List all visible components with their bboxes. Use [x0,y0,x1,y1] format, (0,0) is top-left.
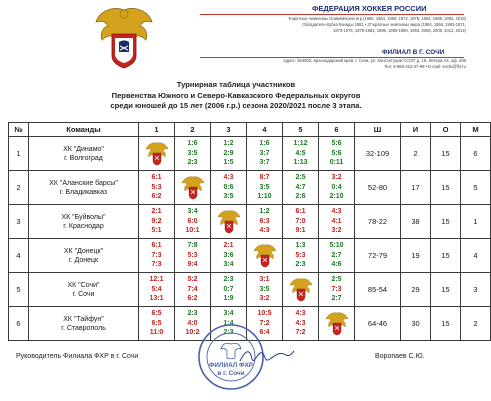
table-body [9,137,491,341]
score-cell [175,137,211,171]
stamp-text-top: ФИЛИАЛ ФХР [208,362,254,369]
header-place: М [461,123,491,137]
game-score: 4:3 [295,319,306,327]
stamp-text-bottom: в г. Сочи [217,370,245,377]
score-cell [283,239,319,273]
team-cell [29,205,139,239]
points-total: 38 [401,205,431,239]
game-score: 5:1 [151,227,162,235]
game-score: 3:6 [223,251,234,259]
team-emblem-icon [324,311,350,337]
game-score: 2:7 [331,295,342,303]
fhr-emblem-icon [92,4,156,70]
header-divider [200,14,464,15]
game-score: 3:4 [187,208,198,216]
game-score: 4:3 [223,174,234,182]
game-score: 2:1 [151,208,162,216]
game-score: 8:7 [259,174,270,182]
games-played: 15 [431,171,461,205]
team-cell [29,171,139,205]
final-place: 4 [461,239,491,273]
team-name: ХК "Буйволы" [61,213,106,221]
goals-ratio: 64-46 [355,307,401,341]
team-city: г. Донецк [68,256,99,264]
header-goals: Ш [355,123,401,137]
game-score: 6:4 [259,329,270,337]
diagonal-emblem-cell [319,307,355,341]
game-score: 2:3 [187,159,198,167]
final-place: 5 [461,171,491,205]
game-score: 1:6 [187,140,198,148]
header-contacts: Тел: 8-985-410-47-99 • E-mail: sochi@fhr.ru [383,64,466,69]
table-row [9,205,491,239]
score-cell [139,239,175,273]
goals-ratio: 85-54 [355,273,401,307]
team-name: ХК "Донецк" [63,247,104,255]
team-cell [29,137,139,171]
game-score: 2:6 [295,193,306,201]
document-title [60,80,412,112]
header-organization: ФЕДЕРАЦИЯ ХОККЕЯ РОССИИ [312,4,427,13]
score-cell [319,171,355,205]
header-col-5: 5 [283,123,319,137]
header-col-1: 1 [139,123,175,137]
game-score: 1:4 [223,319,234,327]
header-games: И [401,123,431,137]
game-score: 2:7 [331,251,342,259]
header-achievement-line: 9-кратные чемпионы Олимпийских игр (1956, 1964, 1968, 1972, 1976, 1984, 1988, 1992, 2018) [288,16,466,21]
game-score: 13:1 [149,295,164,303]
final-place: 2 [461,307,491,341]
game-score: 2:3 [187,310,198,318]
game-score: 5:4 [151,285,162,293]
score-cell [175,273,211,307]
score-cell [139,273,175,307]
score-cell [247,205,283,239]
team-name: ХК "Сочи" [67,281,100,289]
game-score: 10:5 [257,310,272,318]
game-score: 5:3 [295,251,306,259]
team-city: г. Владикавказ [59,188,108,196]
team-emblem-icon [288,277,314,303]
team-emblem-icon [216,209,242,235]
row-number: 3 [9,205,29,239]
game-score: 1:10 [257,193,272,201]
diagonal-emblem-cell [211,205,247,239]
team-cell [29,307,139,341]
header-address-block [220,58,466,70]
goals-ratio: 32-109 [355,137,401,171]
diagonal-emblem-cell [247,239,283,273]
header-achievement-line: 1973-1975, 1978-1983, 1986, 1989-1990, 1993, 2008, 2009, 2012, 2014) [333,28,466,34]
title-line: Первенства Южного и Северо-Кавказского Федеральных округов [111,90,361,100]
game-score: 5:6 [331,140,342,148]
game-score: 7:3 [151,251,162,259]
points-total: 30 [401,307,431,341]
header-points: О [431,123,461,137]
games-played: 15 [431,307,461,341]
game-score: 6:0 [187,217,198,225]
game-score: 3:2 [331,227,342,235]
score-cell [175,205,211,239]
game-score: 2:3 [223,276,234,284]
games-played: 15 [431,137,461,171]
game-score: 5:3 [151,183,162,191]
header-achievement-line: Обладатели Кубка Канады 1981 • 27-кратные чемпионы мира (1954, 1956, 1963-1971, [302,22,466,28]
title-line: среди юношей до 15 лет (2006 г.р.) сезона 2020/2021 после 3 этапа. [110,101,362,110]
signatory-title: Руководитель Филиала ФХР в г. Сочи [16,353,139,360]
game-score: 3:5 [259,285,270,293]
game-score: 3:1 [259,276,270,284]
team-city: г. Ставрополь [61,324,106,332]
game-score: 6:2 [151,193,162,201]
score-cell [175,239,211,273]
game-score: 9:2 [151,217,162,225]
game-score: 6:1 [151,242,162,250]
final-place: 6 [461,137,491,171]
game-score: 2:1 [223,242,234,250]
game-score: 6:5 [151,319,162,327]
handwritten-signature [236,345,296,367]
header-team: Команды [29,123,139,137]
signatory-name: Воропаев С.Ю. [375,353,425,360]
score-cell [211,171,247,205]
game-score: 3:5 [187,149,198,157]
game-score: 6:3 [259,217,270,225]
game-score: 5:10 [329,242,344,250]
game-score: 3:5 [223,193,234,201]
game-score: 1:2 [223,140,234,148]
game-score: 1:12 [293,140,308,148]
goals-ratio: 72-79 [355,239,401,273]
game-score: 10:1 [185,227,200,235]
score-cell [211,137,247,171]
game-score: 4:1 [331,217,342,225]
game-score: 3:2 [331,174,342,182]
game-score: 2:9 [223,149,234,157]
game-score: 0:11 [329,159,344,167]
final-place: 3 [461,273,491,307]
game-score: 5:2 [187,276,198,284]
game-score: 1:3 [295,242,306,250]
games-played: 15 [431,239,461,273]
game-score: 2:3 [223,329,234,337]
diagonal-emblem-cell [283,273,319,307]
game-score: 5:3 [187,251,198,259]
game-score: 2:5 [331,276,342,284]
team-name: ХК "Аланские барсы" [49,179,118,187]
standings-table [8,122,491,341]
row-number: 1 [9,137,29,171]
game-score: 4:0 [187,319,198,327]
header-col-4: 4 [247,123,283,137]
table-row [9,239,491,273]
team-cell [29,273,139,307]
score-cell [283,307,319,341]
game-score: 1:6 [259,140,270,148]
game-score: 6:2 [187,295,198,303]
games-played: 15 [431,273,461,307]
diagonal-emblem-cell [175,171,211,205]
goals-ratio: 52-80 [355,171,401,205]
game-score: 3:5 [259,183,270,191]
game-score: 2:10 [329,193,344,201]
game-score: 3:2 [259,295,270,303]
game-score: 4:5 [295,149,306,157]
score-cell [319,137,355,171]
score-cell [139,307,175,341]
title-line: Турнирная таблица участников [176,80,296,89]
team-city: г. Краснодар [63,222,104,230]
game-score: 3:4 [223,310,234,318]
final-place: 1 [461,205,491,239]
game-score: 0:7 [223,285,234,293]
team-emblem-icon [252,243,278,269]
row-number: 5 [9,273,29,307]
header-address: Адрес: 354000, Краснодарский край, г. Сочи, ул. Конституции СССР, д. 18, Литера А3, оф. 406 [282,58,466,63]
row-number: 6 [9,307,29,341]
score-cell [247,273,283,307]
table-row [9,273,491,307]
score-cell [283,137,319,171]
game-score: 7:3 [331,285,342,293]
header-achievements [220,16,466,35]
score-cell [283,171,319,205]
game-score: 9:1 [295,227,306,235]
game-score: 12:1 [149,276,164,284]
table-row [9,171,491,205]
header-col-3: 3 [211,123,247,137]
game-score: 6:1 [295,208,306,216]
game-score: 5:6 [331,149,342,157]
game-score: 11:0 [149,329,164,337]
diagonal-emblem-cell [139,137,175,171]
game-score: 7:2 [259,319,270,327]
points-total: 29 [401,273,431,307]
team-name: ХК "Тайфун" [63,315,104,323]
game-score: 1:5 [223,159,234,167]
game-score: 6:1 [151,174,162,182]
team-emblem-icon [144,141,170,167]
game-score: 2:3 [295,261,306,269]
score-cell [211,239,247,273]
game-score: 0:4 [331,183,342,191]
score-cell [247,171,283,205]
team-name: ХК "Динамо" [63,145,104,153]
score-cell [139,171,175,205]
game-score: 10:2 [185,329,200,337]
points-total: 19 [401,239,431,273]
game-score: 1:9 [223,295,234,303]
team-emblem-icon [180,175,206,201]
header-branch: ФИЛИАЛ В Г. СОЧИ [382,49,445,56]
score-cell [211,273,247,307]
game-score: 7:2 [295,329,306,337]
game-score: 2:5 [295,174,306,182]
game-score: 4:7 [295,183,306,191]
game-score: 7:3 [151,261,162,269]
points-total: 17 [401,171,431,205]
game-score: 7:8 [187,242,198,250]
header-col-6: 6 [319,123,355,137]
team-cell [29,239,139,273]
game-score: 4:3 [259,227,270,235]
game-score: 3:7 [259,149,270,157]
goals-ratio: 78-22 [355,205,401,239]
row-number: 2 [9,171,29,205]
game-score: 9:4 [187,261,198,269]
score-cell [139,205,175,239]
score-cell [319,205,355,239]
score-cell [247,137,283,171]
row-number: 4 [9,239,29,273]
game-score: 0:6 [223,183,234,191]
game-score: 3:7 [259,159,270,167]
game-score: 7:4 [187,285,198,293]
table-row [9,137,491,171]
game-score: 6:5 [151,310,162,318]
header-col-2: 2 [175,123,211,137]
game-score: 7:0 [295,217,306,225]
game-score: 4:3 [295,310,306,318]
games-played: 15 [431,205,461,239]
points-total: 2 [401,137,431,171]
score-cell [319,239,355,273]
score-cell [283,205,319,239]
team-city: г. Волгоград [64,154,103,162]
game-score: 4:3 [331,208,342,216]
header-num: № [9,123,29,137]
game-score: 3:4 [223,261,234,269]
game-score: 1:2 [259,208,270,216]
game-score: 1:13 [293,159,308,167]
table-header-row [9,123,491,137]
team-city: г. Сочи [72,290,95,298]
score-cell [319,273,355,307]
game-score: 4:6 [331,261,342,269]
